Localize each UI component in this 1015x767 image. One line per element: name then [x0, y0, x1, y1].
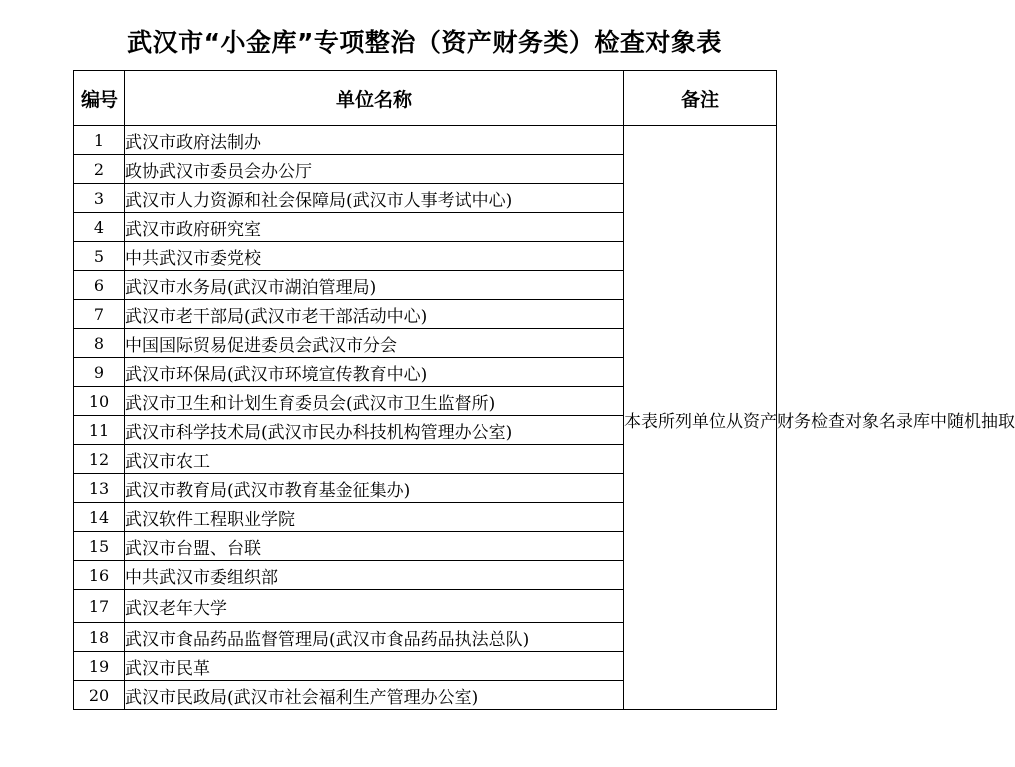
header-remark: 备注	[624, 71, 777, 126]
row-number: 6	[74, 271, 125, 300]
unit-name-cell: 中共武汉市委组织部	[125, 561, 624, 590]
unit-name-cell: 武汉市政府法制办	[125, 126, 624, 155]
row-number: 2	[74, 155, 125, 184]
unit-name-cell: 武汉市科学技术局(武汉市民办科技机构管理办公室)	[125, 416, 624, 445]
row-number: 5	[74, 242, 125, 271]
row-number: 18	[74, 623, 125, 652]
row-number: 16	[74, 561, 125, 590]
unit-name-cell: 武汉市卫生和计划生育委员会(武汉市卫生监督所)	[125, 387, 624, 416]
table-row	[74, 126, 777, 155]
unit-name-cell: 中共武汉市委党校	[125, 242, 624, 271]
row-number: 20	[74, 681, 125, 710]
row-number: 12	[74, 445, 125, 474]
row-number: 7	[74, 300, 125, 329]
row-number: 17	[74, 590, 125, 623]
unit-name-cell: 武汉市食品药品监督管理局(武汉市食品药品执法总队)	[125, 623, 624, 652]
unit-name-cell: 武汉市农工	[125, 445, 624, 474]
remark-text: 本表所列单位从资产财务检查对象名录库中随机抽取	[624, 412, 1015, 432]
header-unit-name: 单位名称	[125, 71, 624, 126]
unit-name-cell: 武汉老年大学	[125, 590, 624, 623]
row-number: 13	[74, 474, 125, 503]
header-number: 编号	[74, 71, 125, 126]
unit-name-cell: 武汉市水务局(武汉市湖泊管理局)	[125, 271, 624, 300]
unit-name-cell: 武汉市教育局(武汉市教育基金征集办)	[125, 474, 624, 503]
unit-name-cell: 中国国际贸易促进委员会武汉市分会	[125, 329, 624, 358]
header-row	[74, 71, 777, 126]
unit-name-cell: 武汉市台盟、台联	[125, 532, 624, 561]
row-number: 15	[74, 532, 125, 561]
unit-name-cell: 武汉市环保局(武汉市环境宣传教育中心)	[125, 358, 624, 387]
row-number: 8	[74, 329, 125, 358]
row-number: 3	[74, 184, 125, 213]
row-number: 19	[74, 652, 125, 681]
page-title: 武汉市“小金库”专项整治（资产财务类）检查对象表	[127, 28, 722, 57]
row-number: 1	[74, 126, 125, 155]
row-number: 14	[74, 503, 125, 532]
row-number: 10	[74, 387, 125, 416]
remark-cell	[624, 126, 1015, 710]
unit-name-cell: 武汉市政府研究室	[125, 213, 624, 242]
unit-name-cell: 政协武汉市委员会办公厅	[125, 155, 624, 184]
unit-name-cell: 武汉市民政局(武汉市社会福利生产管理办公室)	[125, 681, 624, 710]
unit-name-cell: 武汉市老干部局(武汉市老干部活动中心)	[125, 300, 624, 329]
unit-name-cell: 武汉市人力资源和社会保障局(武汉市人事考试中心)	[125, 184, 624, 213]
row-number: 4	[74, 213, 125, 242]
inspection-table	[73, 70, 1015, 710]
unit-name-cell: 武汉市民革	[125, 652, 624, 681]
row-number: 9	[74, 358, 125, 387]
unit-name-cell: 武汉软件工程职业学院	[125, 503, 624, 532]
row-number: 11	[74, 416, 125, 445]
